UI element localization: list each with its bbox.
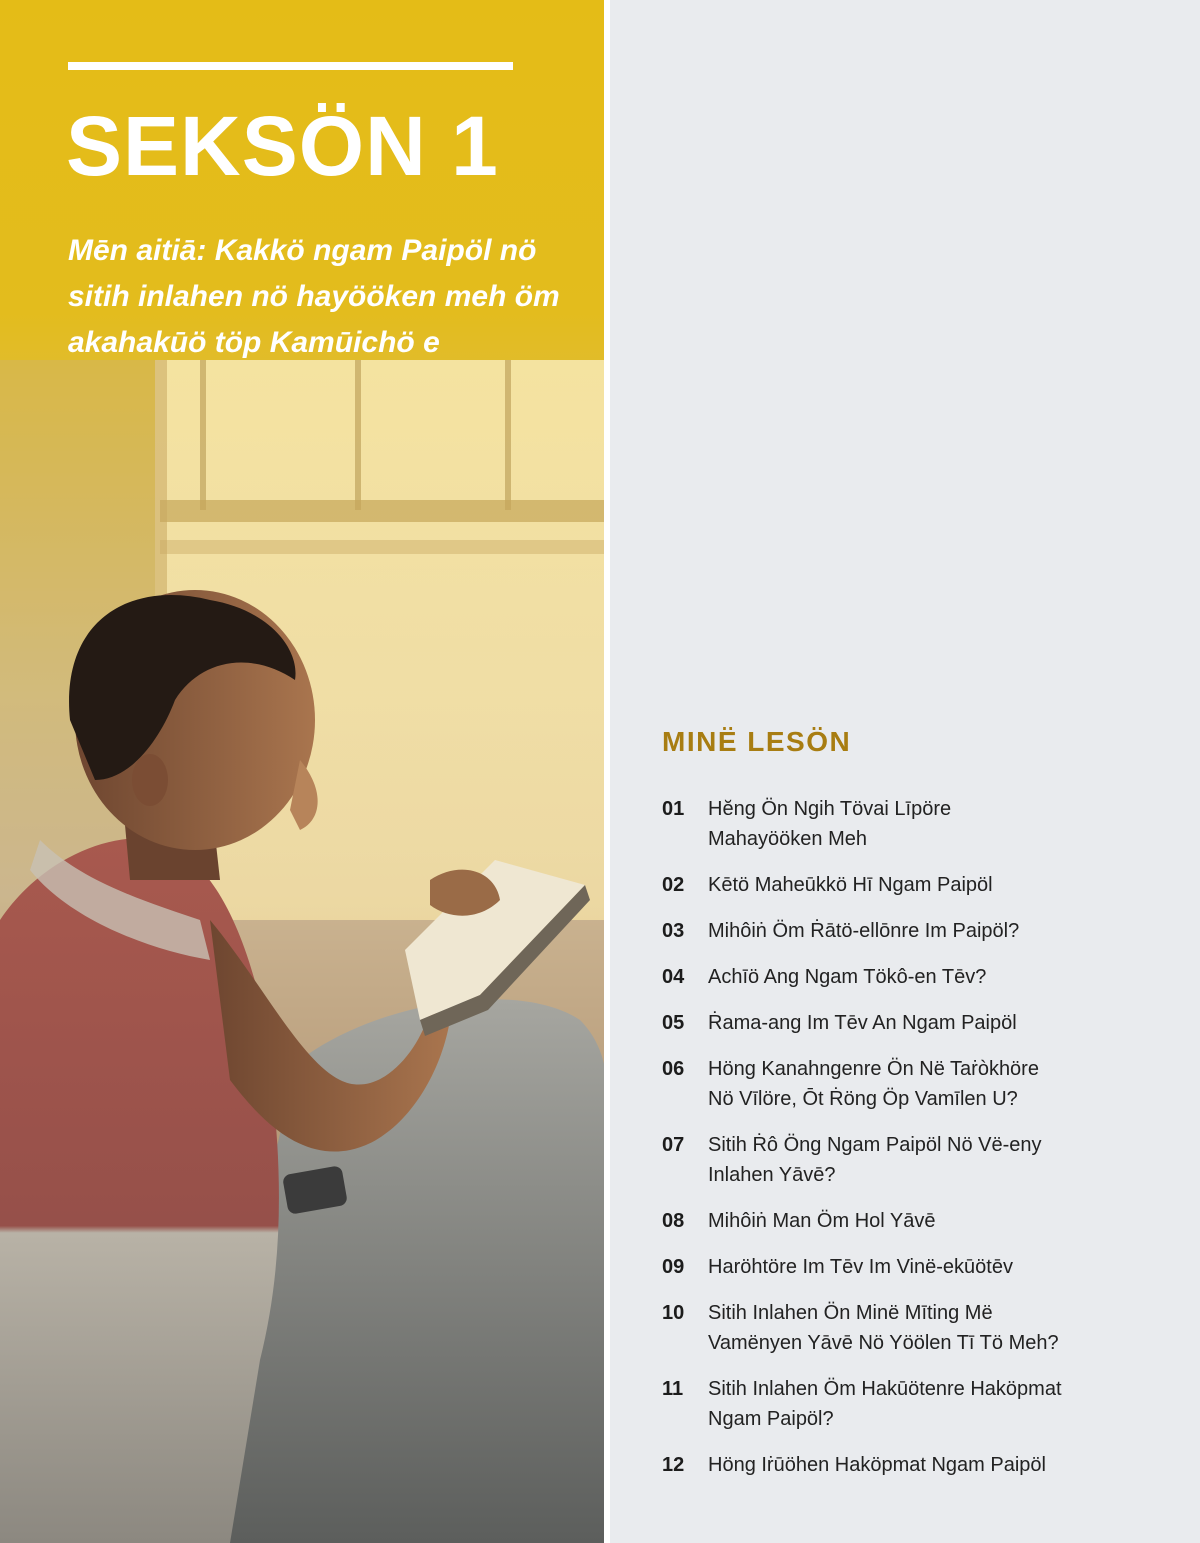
lesson-number: 05 [662, 1012, 685, 1034]
lesson-title: Höng Iṙūöhen Haköpmat Ngam Paipöl [708, 1454, 1046, 1476]
lesson-number: 10 [662, 1302, 685, 1324]
lesson-item[interactable] [662, 1008, 1182, 1038]
section-subtitle: Mēn aitiā: Kakkö ngam Paipöl nö sitih inlahen nö hayööken meh öm akahakūö töp Kamūichö e [68, 234, 560, 359]
lesson-title: Hĕng Ön Ngih Tövai Līpöre Mahayööken Meh [708, 798, 952, 850]
lesson-number: 12 [662, 1454, 685, 1476]
lesson-title: Mihôiṅ Öm Ṙātö-ellōnre Im Paipöl? [708, 920, 1020, 942]
lesson-title: Haröhtöre Im Tēv Im Vinë-ekūötēv [708, 1256, 1013, 1278]
lesson-number: 02 [662, 874, 685, 896]
title-rule [68, 62, 513, 70]
lesson-item[interactable] [662, 1206, 1182, 1236]
lesson-list [662, 794, 1182, 1496]
lesson-number: 03 [662, 920, 685, 942]
lesson-number: 07 [662, 1134, 685, 1156]
lesson-title: Kētö Maheūkkö Hī Ngam Paipöl [708, 874, 993, 896]
lesson-title: Sitih Inlahen Öm Hakūötenre Haköpmat Ngam Paipöl? [708, 1378, 1062, 1430]
lesson-item[interactable] [662, 794, 1182, 854]
lesson-title: Höng Kanahngenre Ön Në Taṙòkhöre Nö Vīlöre, Ōt Ṙöng Öp Vamīlen U? [708, 1058, 1039, 1110]
lesson-panel [610, 0, 1200, 1543]
lesson-number: 04 [662, 966, 685, 988]
lesson-number: 08 [662, 1210, 685, 1232]
lesson-title: Ṙama-ang Im Tēv An Ngam Paipöl [708, 1012, 1017, 1034]
lesson-item[interactable] [662, 1450, 1182, 1480]
section-title: SEKSÖN 1 [66, 99, 499, 193]
lesson-item[interactable] [662, 1130, 1182, 1190]
lesson-title: Sitih Inlahen Ön Minë Mīting Më Vamënyen Yāvē Nö Yöölen Tī Tö Meh? [708, 1302, 1059, 1354]
lesson-item[interactable] [662, 962, 1182, 992]
lesson-title: Mihôiṅ Man Öm Hol Yāvē [708, 1210, 936, 1232]
lesson-number: 06 [662, 1058, 685, 1080]
lesson-number: 11 [662, 1378, 684, 1400]
lesson-number: 01 [662, 798, 685, 820]
lesson-item[interactable] [662, 1054, 1182, 1114]
lesson-item[interactable] [662, 1252, 1182, 1282]
lessons-heading: MINË LESÖN [662, 726, 852, 757]
lesson-item[interactable] [662, 916, 1182, 946]
lesson-number: 09 [662, 1256, 685, 1278]
lesson-title: Achīö Ang Ngam Tökô-en Tēv? [708, 966, 987, 988]
lesson-item[interactable] [662, 1374, 1182, 1434]
lesson-title: Sitih Ṙô Öng Ngam Paipöl Nö Vë-eny Inlahen Yāvē? [708, 1134, 1042, 1186]
reading-illustration [0, 360, 604, 1543]
lesson-item[interactable] [662, 870, 1182, 900]
lesson-item[interactable] [662, 1298, 1182, 1358]
